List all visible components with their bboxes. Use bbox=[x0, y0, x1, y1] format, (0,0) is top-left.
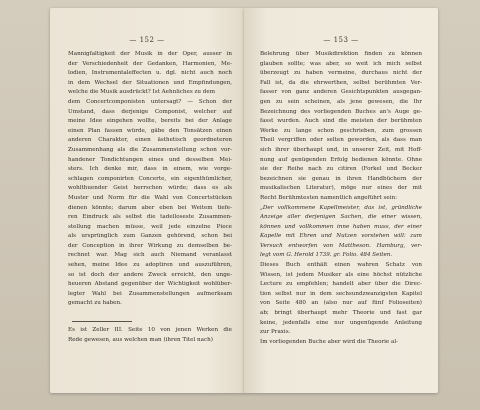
text-line: einen Plan fassen würde, gäbe den Tonsätzen einen bbox=[68, 127, 232, 134]
right-page bbox=[244, 8, 438, 393]
text-line: sehen, meine Idee zu adoptiren und auszuführen, bbox=[68, 262, 232, 269]
text-line: sters. Ich denke mir, dass in einem, wie vorge- bbox=[68, 166, 232, 173]
text-line: Rede gewesen, aus welchen man (ihren Titel nach) bbox=[68, 336, 213, 343]
text-line: gemacht zu haben. bbox=[68, 300, 122, 307]
text-line: stellung machen müsse, weil jede einzelne Piece bbox=[68, 223, 232, 230]
footnote-rule bbox=[72, 321, 132, 322]
text-line: heueren Abstand gegenüber der Wichtigkeit wohlüber- bbox=[68, 281, 232, 288]
text-line: sie der Reihe nach zu citiren (Forkel und Becker bbox=[260, 166, 422, 173]
text-line: als ursprünglich zum Ganzen gehörend, schon bei bbox=[68, 233, 232, 240]
left-page-footnote bbox=[68, 326, 232, 345]
open-book bbox=[50, 8, 438, 393]
text-line: fasser von ganz anderen Gesichtspunkten ausgegan- bbox=[260, 89, 422, 96]
text-line: Kapelle mit Ehren und Nutzen vorstehen will: zum bbox=[260, 233, 422, 240]
text-line: überzeugt zu haben vermeine, durchaus nicht der bbox=[260, 70, 422, 77]
text-line: nung auf genügenden Erfolg bedienen könnte. Ohne bbox=[260, 156, 422, 163]
text-line: legter Wahl bei Zusammenstellungen aufmerksam bbox=[68, 290, 232, 297]
text-line: in dem Wechsel der Situationen und Empfindungen, bbox=[68, 79, 232, 86]
text-line: wohlthuender Geist herrschen würde; dass es als bbox=[68, 185, 232, 192]
text-line: fasst wurden. Auch sind die meisten der berühmten bbox=[260, 118, 422, 125]
text-line: handener Tondichtungen eines und desselben Mei- bbox=[68, 156, 232, 163]
text-line: gen zu sein scheinen, als jene gewesen, die Ihr bbox=[260, 98, 422, 105]
text-line: Recht Berühmtesten namentlich angeführt sein: bbox=[260, 194, 398, 201]
text-line: Wissen, ist jedem Musiker als eine höchst nützliche bbox=[260, 271, 422, 278]
text-line: ab; bringt überhaupt mehr Theorie und fast gar bbox=[260, 310, 422, 317]
left-page bbox=[50, 8, 244, 393]
text-line: dem Concertcomponisten untersagt? — Schon der bbox=[68, 98, 232, 105]
text-line: von Seite 480 an (also nur auf fünf Folioseiten) bbox=[260, 300, 422, 307]
text-line: Mannigfaltigkeit der Musik in der Oper, ausser in bbox=[68, 51, 232, 57]
text-line: tion selbst nur in dem sechsundzwanzigsten Kapitel bbox=[260, 290, 422, 297]
right-page-number: — 153 — bbox=[323, 36, 359, 44]
text-line: welche die Musik ausdrückt? Ist Aehnliches zu dem bbox=[68, 89, 215, 96]
text-line: können und vollkommen inne haben muss, der einer bbox=[260, 223, 422, 230]
text-line: so ist doch der andere Zweck erreicht, den unge- bbox=[68, 271, 232, 278]
left-page-text bbox=[68, 50, 232, 309]
text-line: meine Idee eingehen wollte, bereits bei der Anlage bbox=[68, 118, 232, 125]
text-line: Im vorliegenden Buche aber wird die Theorie al- bbox=[260, 338, 399, 345]
text-line: Werke zu lange schon geschrieben, zum grossen bbox=[260, 127, 422, 134]
text-line: Bezeichnung des vorliegenden Buches an's Auge ge- bbox=[260, 108, 422, 115]
text-line: schlagen componirten Concerte, ein eigenthümlicher, bbox=[68, 175, 232, 182]
text-line: zur Praxis. bbox=[260, 329, 291, 336]
text-line: sich ihrer überhaupt und, in unserer Zeit, mit Hoff- bbox=[260, 146, 422, 153]
text-line: Theil vergriffen oder selten geworden, als dass man bbox=[260, 137, 422, 144]
text-line: Zusammenhang als die Zusammenstellung schon vor- bbox=[68, 146, 232, 153]
text-line: bezeichnen sie genau in ihren Handbüchern der bbox=[260, 175, 422, 182]
text-line: Dieses Buch enthält einen wahren Schatz von bbox=[260, 262, 422, 269]
text-line: dienen könnte; darum aber eben bei Weitem tiefe- bbox=[68, 204, 232, 211]
text-line: legt vom G. Herold 1739. gr. Folio. 484 Seiten. bbox=[260, 252, 393, 259]
text-line: Es ist Zeller III. Seite 10 von jenen Werken die bbox=[68, 327, 232, 334]
text-line: anderen Charakter, einen ästhetisch geordneteren bbox=[68, 137, 232, 144]
text-line: Muster und Norm für die Wahl von Concertstücken bbox=[68, 194, 232, 201]
text-line: rechnet war. Mag sich auch Niemand veranlasst bbox=[68, 252, 232, 259]
text-line: „Der vollkommene Kapellmeister, das ist, gründliche bbox=[260, 204, 422, 211]
text-line: Belehrung über Musikdirektion finden zu können bbox=[260, 51, 422, 57]
text-line: lodien, Instrumentaleffecten u. dgl. nicht auch noch bbox=[68, 70, 232, 77]
text-line: musikalischen Literatur), möge nur eines der mit bbox=[260, 185, 422, 192]
text-line: der Conception in ihrer Wirkung zu demselben be- bbox=[68, 242, 232, 249]
text-line: ren Eindruck als selbst die tadelloseste Zusammen- bbox=[68, 214, 232, 221]
right-page-text bbox=[260, 50, 422, 347]
text-line: glauben sollte; was aber, so weit ich mich selbst bbox=[260, 60, 422, 67]
text-line: Versuch entworfen von Mattheson. Hamburg, ver- bbox=[260, 242, 422, 249]
text-line: der Verschiedenheit der Gedanken, Harmonien, Me- bbox=[68, 60, 232, 67]
text-line: Lecture zu empfehlen; handelt aber über die Direc- bbox=[260, 281, 422, 288]
text-line: Umstand, dass derjenige Componist, welcher auf bbox=[68, 108, 232, 115]
left-page-number: — 152 — bbox=[129, 36, 165, 44]
text-line: Fall ist, da die ehrwerthen, selbst berühmten Ver- bbox=[260, 79, 422, 86]
text-line: keine, jedenfalls eine nur ungenügende Anleitung bbox=[260, 319, 422, 326]
text-line: Anzeige aller derjenigen Sachen, die einer wissen, bbox=[260, 214, 422, 221]
